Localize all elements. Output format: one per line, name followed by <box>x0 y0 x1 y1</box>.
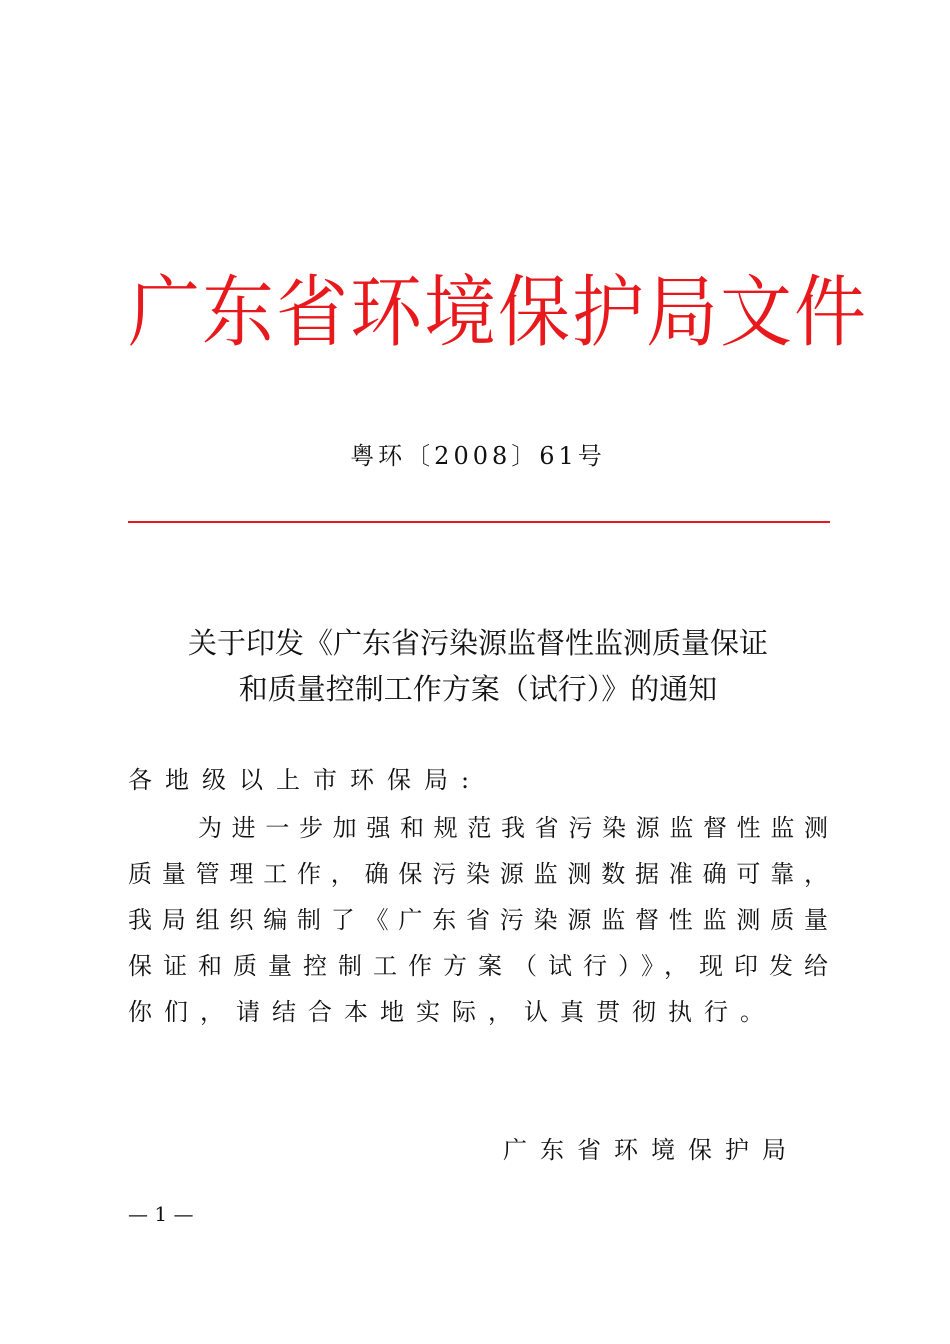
issuer-signature: 广东省环境保护局 <box>503 1136 799 1164</box>
document-title-line-1: 关于印发《广东省污染源监督性监测质量保证 <box>187 626 768 660</box>
red-divider-rule <box>128 521 830 523</box>
body-paragraph-line-4: 保证和质量控制工作方案（试行）》，现印发给 <box>128 952 828 980</box>
body-paragraph-line-3: 我局组织编制了《广东省污染源监督性监测质量 <box>128 906 828 934</box>
document-number: 粤环〔2008〕61号 <box>350 442 606 470</box>
page-number: — 1 — <box>128 1202 194 1226</box>
body-paragraph-line-1: 为进一步加强和规范我省污染源监督性监测 <box>198 814 828 842</box>
body-paragraph-line-5: 你们，请结合本地实际，认真贯彻执行。 <box>128 998 776 1026</box>
document-masthead: 广东省环境保护局文件 <box>128 266 869 358</box>
body-paragraph-line-2: 质量管理工作，确保污染源监测数据准确可靠， <box>128 860 828 888</box>
salutation: 各地级以上市环保局: <box>128 766 483 794</box>
document-title <box>128 620 828 712</box>
document-title-line-2: 和质量控制工作方案（试行）》的通知 <box>238 672 718 706</box>
